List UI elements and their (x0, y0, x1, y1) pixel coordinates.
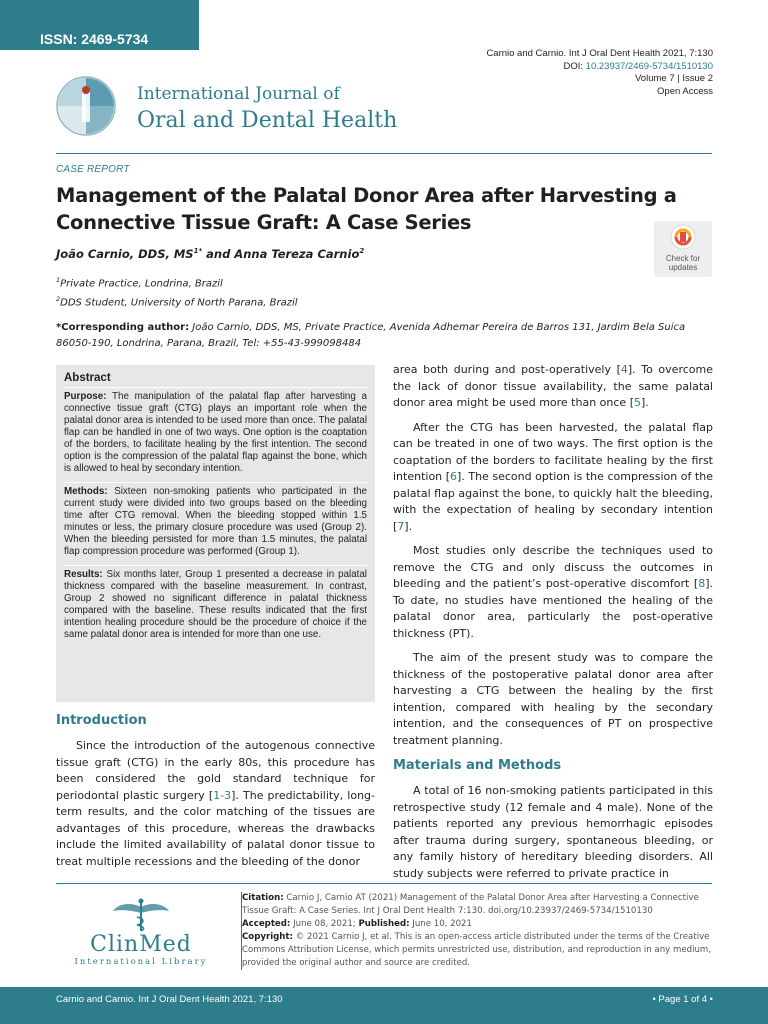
ref-link[interactable]: 8 (698, 577, 706, 590)
left-column (56, 712, 375, 878)
citation-text: Carnio J, Carnio AT (2021) Management of the Palatal Donor Area after Harvesting a Connective Tissue Graft: A Case Series. Int J Oral Dent Health 7:130. doi.org/10.23937/2469-5734/1510130 (242, 893, 699, 916)
intro-paragraph-1 (56, 738, 375, 870)
rp2-text-a: After the CTG has been harvested, the palatal flap can be treated in one of two ways. The first option is the coaptation of the borders to facilitate healing by the first intention [ (393, 420, 713, 483)
open-access: Open Access (657, 85, 713, 97)
purpose-text: The manipulation of the palatal flap after harvesting a connective tissue graft (CTG) plays an important role when the palatal donor area is intended to be used more than once. The palatal flap can be handled in one of two ways. One option is the coaptation of the borders, to facilitate healing by the first intention. The second option is the compression of the palatal flap against the bone, which is allowed to heal by secondary intention. (64, 391, 367, 474)
rp1-text-b: ]. To overcome the lack of donor tissue availability, the same palatal donor area might be used more than once [ (393, 363, 713, 409)
article-title: Management of the Palatal Donor Area after Harvesting a Connective Tissue Graft: A Case Series (56, 184, 677, 234)
affiliation-2 (56, 295, 298, 308)
purpose-label: Purpose: (64, 391, 107, 402)
right-paragraph-2 (393, 420, 713, 536)
author-1: João Carnio, DDS, MS (56, 247, 194, 261)
abstract-results (64, 565, 367, 641)
affiliation-1 (56, 276, 223, 289)
corr-label: *Corresponding author: (56, 322, 190, 333)
ref-link[interactable]: 1-3 (213, 788, 232, 802)
intro-p1-text-b: ]. The predictability, long-term results, and the color matching of the tissues are advantages of this procedure, whereas the drawbacks include the limited availability of palatal donor tissue to treat multiple recessions and the bleeding of the donor (56, 788, 375, 868)
journal-name-line1: International Journal of (137, 84, 340, 104)
check-for-updates-badge[interactable] (654, 221, 712, 277)
accepted-label: Accepted: (242, 919, 291, 929)
rp3-text-b: ]. To date, no studies have mentioned the healing of the palatal donor area, particularly the post-operative thickness (PT). (393, 577, 713, 640)
abstract-heading: Abstract (64, 372, 111, 384)
right-paragraph-5: A total of 16 non-smoking patients participated in this retrospective study (12 female and 4 male). None of the patients reported any previous hemorrhagic episodes after trauma during surgery, spontaneous bleeding, or any family history of hereditary bleeding disorders. All study subjects were referred to private practice in (393, 784, 713, 880)
accepted-date: June 08, 2021; (290, 919, 359, 929)
published-date: June 10, 2021 (409, 919, 472, 929)
abstract-box (56, 365, 375, 702)
citation-label: Citation: (242, 893, 284, 903)
article-type: CASE REPORT (56, 164, 130, 175)
ref-link[interactable]: 7 (397, 519, 405, 533)
rp1-text-c: ]. (640, 396, 649, 409)
citation-short: Carnio and Carnio. Int J Oral Dent Health 2021, 7:130 (486, 48, 713, 59)
citation-line (242, 892, 715, 918)
footer-citation: Carnio and Carnio. Int J Oral Dent Health 2021, 7:130 (56, 994, 283, 1005)
right-paragraph-1 (393, 362, 713, 412)
affiliation-2-text: DDS Student, University of North Parana, Brazil (60, 297, 298, 309)
citation-box (241, 892, 715, 970)
doi-label: DOI: (563, 60, 584, 72)
corr-text: João Carnio, DDS, MS, Private Practice, Avenida Adhemar Pereira de Barros 131, Jardim Bela Suica 86050-190, Londrina, Parana, Brazil, Tel: +55-43-999098484 (56, 322, 686, 349)
corresponding-author (56, 320, 716, 352)
affiliation-1-text: Private Practice, Londrina, Brazil (60, 278, 223, 290)
footer-rule (56, 883, 712, 884)
journal-logo-icon (56, 76, 116, 136)
right-column (393, 362, 713, 890)
results-text: Six months later, Group 1 presented a decrease in palatal thickness compared with the baseline measurement. In contrast, Group 2 showed no significant difference in palatal thickness compared with the baseline. These results indicated that the first intention healing procedure should be the procedure of choice if the same palatal donor area is intended for more than one use. (64, 569, 367, 640)
author-1-sup: 1* (193, 247, 203, 256)
right-paragraph-4: The aim of the present study was to compare the thickness of the postoperative palatal donor area after harvesting a CTG between the healing by the first intention, compared with healing by the secondary intention, and the consequences of PT on prospective treatment planning. (393, 651, 713, 747)
ref-link[interactable]: 4 (620, 363, 628, 376)
introduction-heading: Introduction (56, 713, 147, 728)
publisher-subtitle: International Library (74, 957, 208, 967)
results-label: Results: (64, 569, 103, 580)
rp2-text-b: ]. The second option is the compression of the palatal flap against the bone, to quickly halt the bleeding, with the expectation of healing by secondary intention [ (393, 470, 713, 533)
journal-name (137, 83, 397, 137)
header-rule (56, 153, 712, 154)
journal-name-line2: Oral and Dental Health (137, 108, 398, 133)
rp3-text-a: Most studies only describe the techniques used to remove the CTG and only discuss the outcomes in bleeding and the patient’s post-operative discomfort [ (393, 544, 713, 590)
check-updates-line1: Check for (665, 254, 701, 263)
doi-line (486, 61, 713, 74)
volume-issue: Volume 7 | Issue 2 (635, 73, 713, 84)
affiliation-2-sup: 2 (56, 295, 61, 303)
issn-banner (0, 0, 199, 50)
published-label: Published: (358, 919, 410, 929)
doi-link[interactable]: 10.23937/2469-5734/1510130 (585, 60, 713, 72)
check-updates-icon (670, 224, 696, 250)
right-paragraph-3 (393, 543, 713, 642)
copyright-label: Copyright: (242, 932, 293, 942)
ref-link[interactable]: 5 (633, 396, 641, 409)
abstract-methods (64, 482, 367, 558)
publisher-name: ClinMed (90, 932, 192, 957)
clinmed-logo (56, 895, 226, 975)
page-number: • Page 1 of 4 • (652, 994, 713, 1005)
check-updates-line2: updates (668, 263, 698, 272)
ref-link[interactable]: 6 (450, 470, 458, 483)
copyright-text: © 2021 Carnio J, et al. This is an open-access article distributed under the terms of the Creative Commons Attribution License, which permits unrestricted use, distribution, and reproduction in any medium, provided the original author and source are credited. (242, 932, 712, 968)
page-footer (0, 987, 768, 1024)
authors (56, 247, 364, 261)
methods-heading: Materials and Methods (393, 758, 562, 773)
rp1-text-a: area both during and post-operatively [ (393, 363, 621, 376)
author-2: and Anna Tereza Carnio (202, 247, 360, 261)
affiliation-1-sup: 1 (56, 276, 61, 284)
methods-text: Sixteen non-smoking patients who participated in the current study were divided into two groups based on the bleeding time after CTG removal. When the bleeding stopped within 1.5 minutes or less, the primary closure procedure was used (Group 2). When the bleeding persisted for more than 1.5 minutes, the palatal flap compression procedure was performed (Group 1). (64, 486, 367, 557)
intro-p1-text-a: Since the introduction of the autogenous connective tissue graft (CTG) in the early 80s, this procedure has been considered the gold standard technique for periodontal plastic surgery [ (56, 739, 375, 802)
abstract-purpose (64, 387, 367, 475)
copyright-line (242, 931, 715, 970)
rp2-text-c: ]. (404, 519, 413, 533)
methods-label: Methods: (64, 486, 108, 497)
issn-text: ISSN: 2469-5734 (40, 31, 149, 47)
caduceus-icon (111, 897, 171, 933)
article-meta (486, 48, 713, 98)
author-2-sup: 2 (359, 247, 365, 256)
dates-line (242, 918, 715, 931)
